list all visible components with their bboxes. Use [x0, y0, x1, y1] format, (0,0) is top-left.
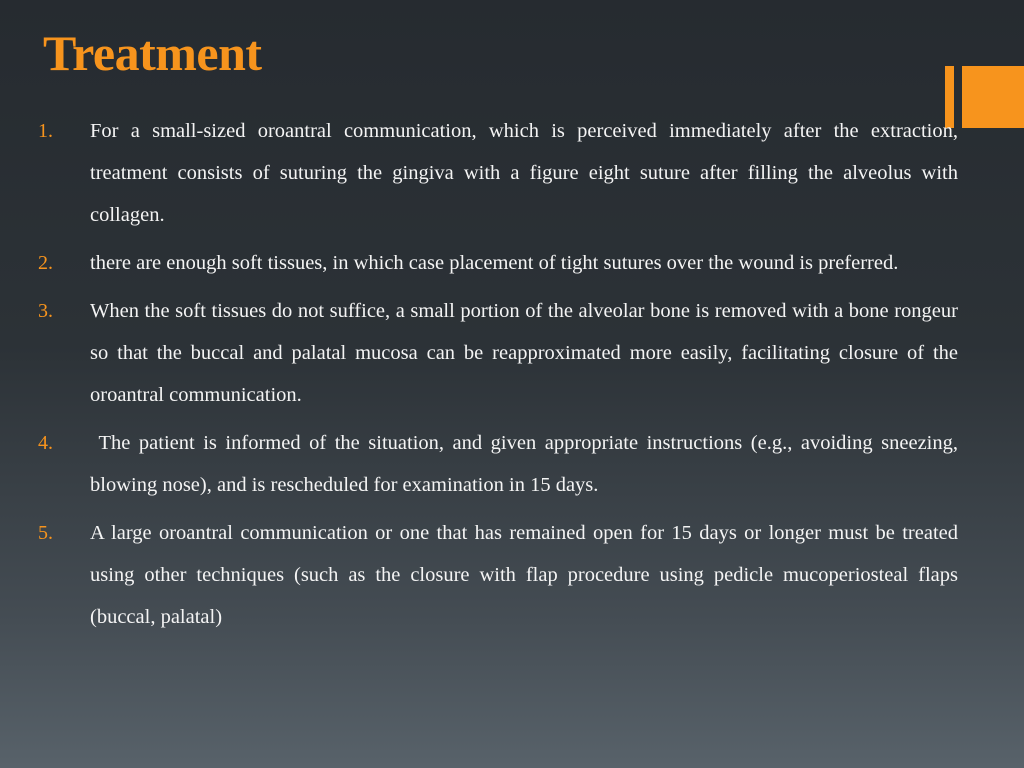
accent-bar-thick: [962, 66, 1024, 128]
list-item-number: 2.: [38, 252, 53, 274]
list-item-text: For a small-sized oroantral communication, which is perceived immediately after the extraction, treatment consists of suturing the gingiva with a figure eight suture after filling the alveolus with collagen.: [90, 120, 958, 226]
list-item: [38, 422, 958, 506]
list-item-number: 1.: [38, 120, 53, 142]
list-item-number: 3.: [38, 300, 53, 322]
slide-title: Treatment: [43, 25, 262, 81]
list-item: [38, 290, 958, 416]
list-item-text: The patient is informed of the situation, and given appropriate instructions (e.g., avoiding sneezing, blowing nose), and is rescheduled for examination in 15 days.: [90, 432, 958, 496]
treatment-list: [38, 110, 958, 644]
list-item-text: there are enough soft tissues, in which case placement of tight sutures over the wound is preferred.: [90, 252, 899, 274]
list-item-number: 5.: [38, 522, 53, 544]
list-item-number: 4.: [38, 432, 53, 454]
list-item-text: A large oroantral communication or one that has remained open for 15 days or longer must be treated using other techniques (such as the closure with flap procedure using pedicle mucoperiosteal flaps (buccal, palatal): [90, 522, 958, 628]
list-item-text: When the soft tissues do not suffice, a small portion of the alveolar bone is removed with a bone rongeur so that the buccal and palatal mucosa can be reapproximated more easily, facilitating closure of the oroantral communication.: [90, 300, 958, 406]
list-item: [38, 110, 958, 236]
list-item: [38, 242, 958, 284]
list-item: [38, 512, 958, 638]
